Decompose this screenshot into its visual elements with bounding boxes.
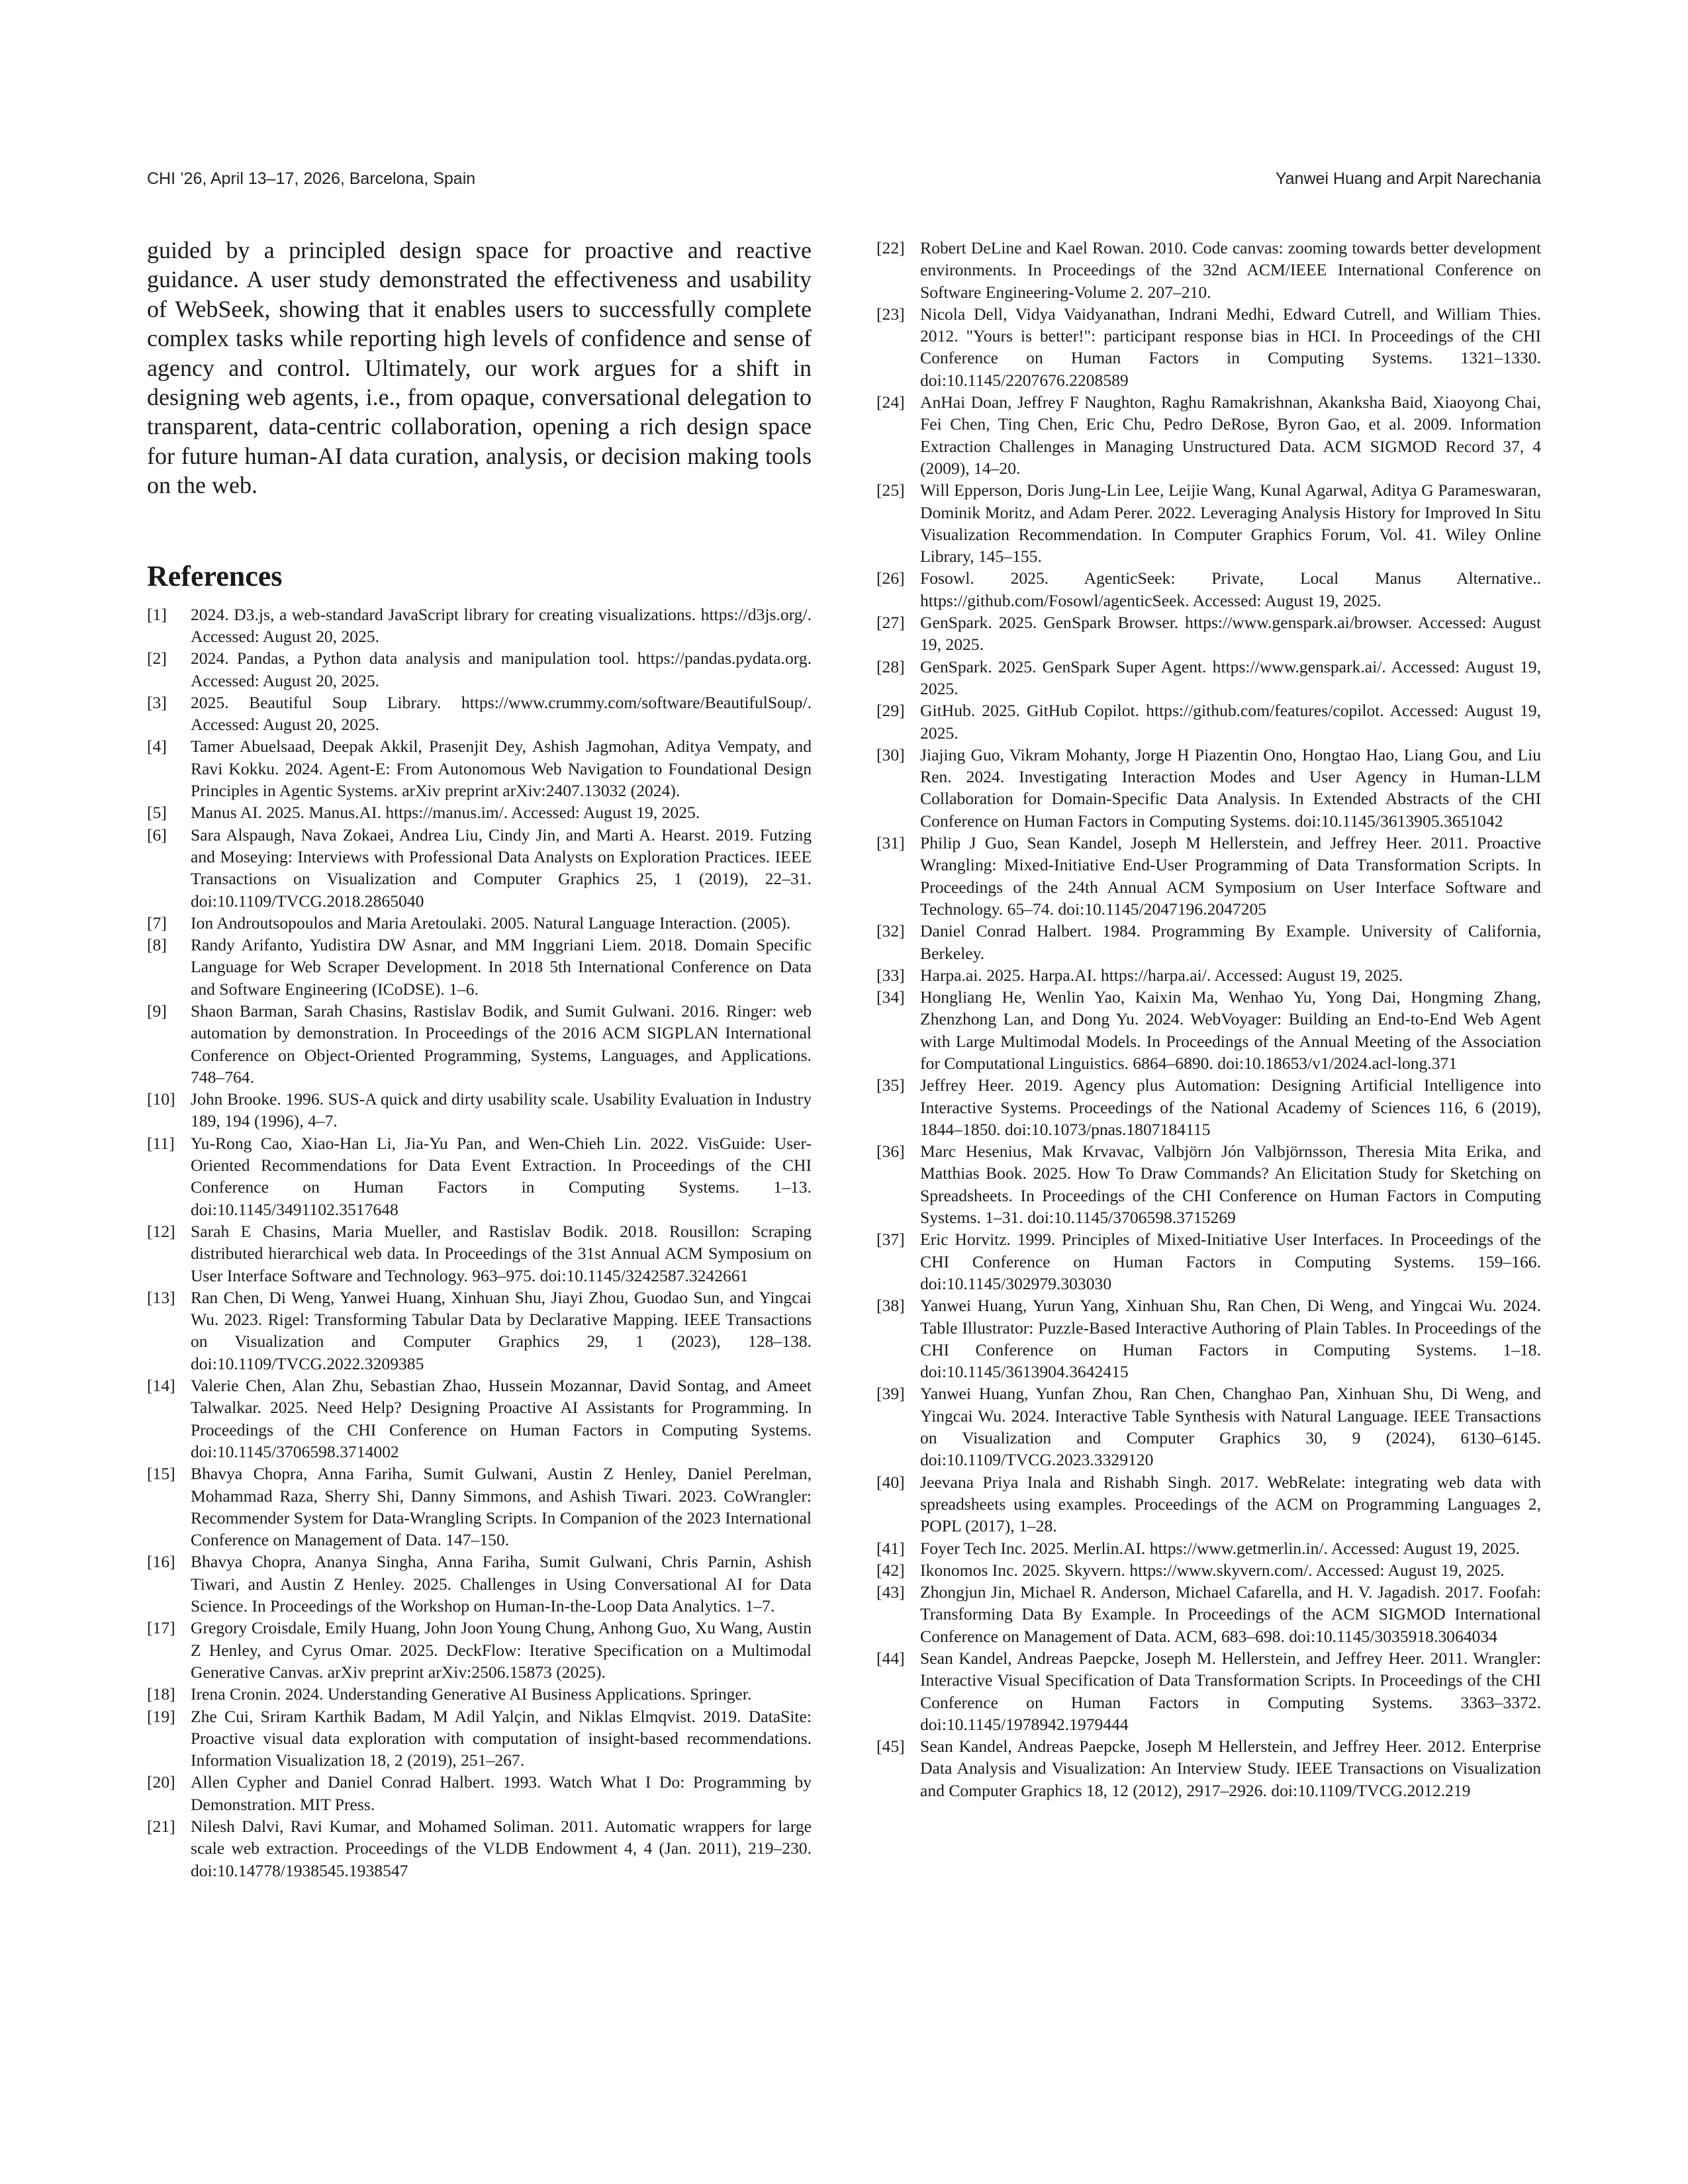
- reference-number: [19]: [147, 1706, 175, 1726]
- right-column: [876, 236, 1541, 1801]
- reference-item: [876, 656, 1541, 700]
- reference-number: [24]: [876, 392, 905, 412]
- reference-item: [147, 801, 812, 823]
- reference-text: Eric Horvitz. 1999. Principles of Mixed-Initiative User Interfaces. In Proceedings of the CHI Conference on Human Factors in Computing Systems. 159–166. doi:10.1145/302979.303030: [920, 1230, 1541, 1293]
- reference-text: Manus AI. 2025. Manus.AI. https://manus.im/. Accessed: August 19, 2025.: [191, 803, 700, 823]
- reference-item: [876, 479, 1541, 567]
- conclusion-paragraph: guided by a principled design space for proactive and reactive guidance. A user study demonstrated the effectiveness and usability of WebSeek, showing that it enables users to successfully complete complex tasks while reporting high levels of confidence and sense of agency and control. Ultimately, our work argues for a shift in designing web agents, i.e., from opaque, conversational delegation to transparent, data-centric collaboration, opening a rich design space for future human-AI data curation, analysis, or decision making tools on the web.: [147, 237, 812, 499]
- reference-text: GenSpark. 2025. GenSpark Super Agent. https://www.genspark.ai/. Accessed: August 19, 2025.: [920, 657, 1541, 698]
- reference-number: [33]: [876, 965, 905, 985]
- reference-number: [31]: [876, 833, 905, 853]
- reference-text: Jeevana Priya Inala and Rishabh Singh. 2017. WebRelate: integrating web data with spreadsheets using examples. Proceedings of the ACM on Programming Languages 2, POPL (2017), 1–28.: [920, 1472, 1541, 1536]
- reference-number: [17]: [147, 1618, 175, 1638]
- reference-text: Yanwei Huang, Yunfan Zhou, Ran Chen, Changhao Pan, Xinhuan Shu, Di Weng, and Yingcai Wu. 2024. Interactive Table Synthesis with Natural Language. IEEE Transactions on Visualization and Computer Graphics 30, 9 (2024), 6130–6145. doi:10.1109/TVCG.2023.3329120: [920, 1384, 1541, 1470]
- reference-number: [36]: [876, 1142, 905, 1161]
- reference-number: [5]: [147, 803, 167, 823]
- reference-text: 2024. Pandas, a Python data analysis and manipulation tool. https://pandas.pydata.org. Accessed: August 20, 2025.: [191, 649, 812, 690]
- reference-text: 2025. Beautiful Soup Library. https://www.crummy.com/software/BeautifulSoup/. Accessed: August 20, 2025.: [191, 692, 812, 735]
- reference-text: Hongliang He, Wenlin Yao, Kaixin Ma, Wenhao Yu, Yong Dai, Hongming Zhang, Zhenzhong Lan, and Dong Yu. 2024. WebVoyager: Building an End-to-End Web Agent with Large Multimodal Models. In Proceedings of the Annual Meeting of the Association for Computational Linguistics. 6864–6890. doi:10.18653/v1/2024.acl-long.371: [920, 987, 1541, 1073]
- reference-text: Nicola Dell, Vidya Vaidyanathan, Indrani Medhi, Edward Cutrell, and William Thies. 2012. "Yours is better!": participant response bias in HCI. In Proceedings of the CHI Conference on Human Factors in Computing Systems. 1321–1330. doi:10.1145/2207676.2208589: [920, 304, 1541, 390]
- reference-text: Marc Hesenius, Mak Krvavac, Valbjörn Jón Valbjörnsson, Theresia Mita Erika, and Matthias Book. 2025. How To Draw Commands? An Elicitation Study for Sketching on Spreadsheets. In Proceedings of the CHI Conference on Human Factors in Computing Systems. 1–31. doi:10.1145/3706598.3715269: [920, 1142, 1541, 1228]
- reference-item: [147, 1220, 812, 1287]
- reference-text: John Brooke. 1996. SUS-A quick and dirty usability scale. Usability Evaluation in Industry 189, 194 (1996), 4–7.: [191, 1089, 812, 1131]
- reference-item: [147, 647, 812, 692]
- reference-number: [26]: [876, 569, 905, 588]
- reference-item: [876, 1295, 1541, 1383]
- references-heading: References: [147, 559, 283, 592]
- reference-text: Valerie Chen, Alan Zhu, Sebastian Zhao, Hussein Mozannar, David Sontag, and Ameet Talwalkar. 2025. Need Help? Designing Proactive AI Assistants for Programming. In Proceedings of the CHI Conference on Human Factors in Computing Systems. doi:10.1145/3706598.3714002: [191, 1376, 812, 1461]
- reference-text: 2024. D3.js, a web-standard JavaScript library for creating visualizations. https://d3js.org/. Accessed: August 20, 2025.: [191, 604, 812, 646]
- reference-text: Sarah E Chasins, Maria Mueller, and Rastislav Bodik. 2018. Rousillon: Scraping distributed hierarchical web data. In Proceedings of the 31st Annual ACM Symposium on User Interface Software and Technology. 963–975. doi:10.1145/3242587.3242661: [191, 1221, 812, 1285]
- reference-item: [876, 1471, 1541, 1537]
- reference-text: Gregory Croisdale, Emily Huang, John Joon Young Chung, Anhong Guo, Xu Wang, Austin Z Henley, and Cyrus Omar. 2025. DeckFlow: Iterative Specification on a Multimodal Generative Canvas. arXiv preprint arXiv:2506.15873 (2025).: [191, 1618, 812, 1682]
- reference-number: [14]: [147, 1376, 175, 1396]
- reference-number: [13]: [147, 1287, 175, 1307]
- reference-item: [876, 700, 1541, 744]
- reference-number: [37]: [876, 1230, 905, 1250]
- reference-item: [876, 986, 1541, 1074]
- reference-number: [6]: [147, 825, 167, 844]
- header-authors: Yanwei Huang and Arpit Narechania: [1275, 169, 1541, 188]
- reference-item: [147, 1617, 812, 1683]
- reference-text: Zhe Cui, Sriram Karthik Badam, M Adil Yalçin, and Niklas Elmqvist. 2019. DataSite: Proactive visual data exploration with computation of insight-based recommendations. Information Visualization 18, 2 (2019), 251–267.: [191, 1706, 812, 1770]
- reference-number: [15]: [147, 1464, 175, 1484]
- reference-text: Philip J Guo, Sean Kandel, Joseph M Hellerstein, and Jeffrey Heer. 2011. Proactive Wrangling: Mixed-Initiative End-User Programming of Data Transformation Scripts. In Proceedings of the 24th Annual ACM Symposium on User Interface Software and Technology. 65–74. doi:10.1145/2047196.2047205: [920, 833, 1541, 919]
- reference-item: [876, 920, 1541, 964]
- reference-text: Jeffrey Heer. 2019. Agency plus Automation: Designing Artificial Intelligence into Interactive Systems. Proceedings of the National Academy of Sciences 116, 6 (2019), 1844–1850. doi:10.1073/pnas.1807184115: [920, 1075, 1541, 1139]
- reference-item: [876, 303, 1541, 391]
- reference-text: Allen Cypher and Daniel Conrad Halbert. 1993. Watch What I Do: Programming by Demonstration. MIT Press.: [191, 1772, 812, 1814]
- reference-item: [876, 1581, 1541, 1647]
- reference-item: [876, 391, 1541, 479]
- reference-text: Robert DeLine and Kael Rowan. 2010. Code canvas: zooming towards better development environments. In Proceedings of the 32nd ACM/IEEE International Conference on Software Engineering-Volume 2. 207–210.: [920, 238, 1541, 302]
- reference-item: [147, 692, 812, 736]
- reference-item: [876, 567, 1541, 612]
- reference-text: Harpa.ai. 2025. Harpa.AI. https://harpa.ai/. Accessed: August 19, 2025.: [920, 965, 1403, 985]
- reference-number: [4]: [147, 737, 167, 756]
- reference-text: Zhongjun Jin, Michael R. Anderson, Michael Cafarella, and H. V. Jagadish. 2017. Foofah: Transforming Data By Example. In Proceedings of the ACM SIGMOD International Conference on Management of Data. ACM, 683–698. doi:10.1145/3035918.3064034: [920, 1582, 1541, 1646]
- reference-text: Bhavya Chopra, Ananya Singha, Anna Fariha, Sumit Gulwani, Chris Parnin, Ashish Tiwari, and Austin Z Henley. 2025. Challenges in Using Conversational AI for Data Science. In Proceedings of the Workshop on Human-In-the-Loop Data Analytics. 1–7.: [191, 1552, 812, 1616]
- reference-text: Shaon Barman, Sarah Chasins, Rastislav Bodik, and Sumit Gulwani. 2016. Ringer: web automation by demonstration. In Proceedings of the 2016 ACM SIGPLAN International Conference on Object-Oriented Programming, Systems, Languages, and Applications. 748–764.: [191, 1001, 812, 1087]
- reference-number: [10]: [147, 1089, 175, 1109]
- reference-item: [876, 1559, 1541, 1581]
- reference-item: [147, 824, 812, 912]
- reference-text: Randy Arifanto, Yudistira DW Asnar, and MM Inggriani Liem. 2018. Domain Specific Language for Web Scraper Development. In 2018 5th International Conference on Data and Software Engineering (ICoDSE). 1–6.: [191, 935, 812, 999]
- reference-item: [147, 1551, 812, 1617]
- reference-number: [25]: [876, 480, 905, 500]
- reference-item: [876, 1735, 1541, 1801]
- reference-item: [147, 1088, 812, 1132]
- reference-item: [147, 1706, 812, 1772]
- reference-item: [147, 1132, 812, 1220]
- reference-item: [147, 604, 812, 648]
- reference-number: [11]: [147, 1133, 175, 1153]
- reference-text: AnHai Doan, Jeffrey F Naughton, Raghu Ramakrishnan, Akanksha Baid, Xiaoyong Chai, Fei Chen, Ting Chen, Eric Chu, Pedro DeRose, Byron Gao, et al. 2009. Information Extraction Challenges in Managing Unstructured Data. ACM SIGMOD Record 37, 4 (2009), 14–20.: [920, 392, 1541, 478]
- reference-text: Tamer Abuelsaad, Deepak Akkil, Prasenjit Dey, Ashish Jagmohan, Aditya Vempaty, and Ravi Kokku. 2024. Agent-E: From Autonomous Web Navigation to Foundational Design Principles in Agentic Systems. arXiv preprint arXiv:2407.13032 (2024).: [191, 737, 812, 801]
- reference-list-right: [876, 237, 1541, 1801]
- reference-item: [147, 1000, 812, 1088]
- reference-text: Bhavya Chopra, Anna Fariha, Sumit Gulwani, Austin Z Henley, Daniel Perelman, Mohammad Raza, Sherry Shi, Danny Simmons, and Ashish Tiwari. 2023. CoWrangler: Recommender System for Data-Wrangling Scripts. In Companion of the 2023 International Conference on Management of Data. 147–150.: [191, 1464, 812, 1550]
- reference-number: [39]: [876, 1384, 905, 1404]
- reference-number: [3]: [147, 692, 167, 712]
- reference-list-left: [147, 604, 812, 1882]
- left-column: [147, 236, 812, 1882]
- reference-number: [42]: [876, 1560, 905, 1580]
- reference-number: [7]: [147, 913, 167, 933]
- reference-number: [44]: [876, 1649, 905, 1668]
- reference-number: [20]: [147, 1772, 175, 1792]
- reference-number: [27]: [876, 613, 905, 633]
- reference-item: [876, 1383, 1541, 1471]
- reference-item: [876, 964, 1541, 986]
- reference-item: [876, 1537, 1541, 1559]
- reference-number: [8]: [147, 935, 167, 955]
- reference-item: [147, 934, 812, 1000]
- reference-item: [147, 1683, 812, 1705]
- reference-number: [35]: [876, 1075, 905, 1095]
- reference-number: [34]: [876, 987, 905, 1007]
- reference-number: [40]: [876, 1472, 905, 1492]
- reference-number: [23]: [876, 304, 905, 324]
- reference-text: GitHub. 2025. GitHub Copilot. https://github.com/features/copilot. Accessed: August 19, 2025.: [920, 701, 1541, 743]
- reference-text: Yu-Rong Cao, Xiao-Han Li, Jia-Yu Pan, and Wen-Chieh Lin. 2022. VisGuide: User-Oriented Recommendations for Data Event Extraction. In Proceedings of the CHI Conference on Human Factors in Computing Systems. 1–13. doi:10.1145/3491102.3517648: [191, 1133, 812, 1219]
- reference-item: [876, 1647, 1541, 1735]
- reference-number: [41]: [876, 1538, 905, 1558]
- reference-item: [147, 1463, 812, 1551]
- reference-item: [147, 735, 812, 801]
- reference-number: [16]: [147, 1552, 175, 1572]
- reference-number: [28]: [876, 657, 905, 676]
- running-header: [147, 169, 1541, 189]
- reference-number: [21]: [147, 1816, 175, 1836]
- header-venue: CHI ’26, April 13–17, 2026, Barcelona, Spain: [147, 169, 476, 188]
- reference-number: [22]: [876, 238, 905, 257]
- reference-number: [2]: [147, 649, 167, 668]
- reference-item: [147, 1771, 812, 1815]
- reference-item: [147, 1815, 812, 1882]
- reference-number: [43]: [876, 1582, 905, 1602]
- reference-item: [876, 744, 1541, 832]
- reference-number: [32]: [876, 921, 905, 941]
- reference-number: [30]: [876, 745, 905, 764]
- reference-item: [876, 612, 1541, 656]
- reference-text: Daniel Conrad Halbert. 1984. Programming By Example. University of California, Berkeley.: [920, 921, 1541, 963]
- reference-number: [29]: [876, 701, 905, 721]
- reference-item: [147, 1287, 812, 1375]
- reference-item: [876, 1228, 1541, 1295]
- reference-number: [45]: [876, 1737, 905, 1756]
- reference-item: [876, 237, 1541, 303]
- reference-text: Sara Alspaugh, Nava Zokaei, Andrea Liu, Cindy Jin, and Marti A. Hearst. 2019. Futzing and Moseying: Interviews with Professional Data Analysts on Exploration Practices. IEEE Transactions on Visualization and Computer Graphics 25, 1 (2019), 22–31. doi:10.1109/TVCG.2018.2865040: [191, 825, 812, 911]
- reference-item: [147, 1375, 812, 1463]
- reference-number: [12]: [147, 1221, 175, 1241]
- reference-text: Foyer Tech Inc. 2025. Merlin.AI. https://www.getmerlin.in/. Accessed: August 19, 2025.: [920, 1538, 1520, 1558]
- reference-text: Sean Kandel, Andreas Paepcke, Joseph M Hellerstein, and Jeffrey Heer. 2012. Enterprise Data Analysis and Visualization: An Interview Study. IEEE Transactions on Visualization and Computer Graphics 18, 12 (2012), 2917–2926. doi:10.1109/TVCG.2012.219: [920, 1737, 1541, 1800]
- reference-text: Ikonomos Inc. 2025. Skyvern. https://www.skyvern.com/. Accessed: August 19, 2025.: [920, 1560, 1505, 1580]
- reference-text: Nilesh Dalvi, Ravi Kumar, and Mohamed Soliman. 2011. Automatic wrappers for large scale web extraction. Proceedings of the VLDB Endowment 4, 4 (Jan. 2011), 219–230. doi:10.14778/1938545.1938547: [191, 1816, 812, 1880]
- reference-item: [876, 832, 1541, 920]
- reference-text: GenSpark. 2025. GenSpark Browser. https://www.genspark.ai/browser. Accessed: August 19, 2025.: [920, 613, 1541, 655]
- reference-text: Jiajing Guo, Vikram Mohanty, Jorge H Piazentin Ono, Hongtao Hao, Liang Gou, and Liu Ren. 2024. Investigating Interaction Modes and User Agency in Human-LLM Collaboration for Domain-Specific Data Analysis. In Extended Abstracts of the CHI Conference on Human Factors in Computing Systems. doi:10.1145/3613905.3651042: [920, 745, 1541, 831]
- reference-number: [18]: [147, 1684, 175, 1704]
- reference-text: Fosowl. 2025. AgenticSeek: Private, Local Manus Alternative.. https://github.com/Fosowl/agenticSeek. Accessed: August 19, 2025.: [920, 569, 1541, 610]
- reference-text: Yanwei Huang, Yurun Yang, Xinhuan Shu, Ran Chen, Di Weng, and Yingcai Wu. 2024. Table Illustrator: Puzzle-Based Interactive Authoring of Plain Tables. In Proceedings of the CHI Conference on Human Factors in Computing Systems. 1–18. doi:10.1145/3613904.3642415: [920, 1296, 1541, 1382]
- reference-text: Sean Kandel, Andreas Paepcke, Joseph M. Hellerstein, and Jeffrey Heer. 2011. Wrangler: Interactive Visual Specification of Data Transformation Scripts. In Proceedings of the CHI Conference on Human Factors in Computing Systems. 3363–3372. doi:10.1145/1978942.1979444: [920, 1649, 1541, 1734]
- reference-item: [147, 912, 812, 934]
- reference-text: Will Epperson, Doris Jung-Lin Lee, Leijie Wang, Kunal Agarwal, Aditya G Parameswaran, Dominik Moritz, and Adam Perer. 2022. Leveraging Analysis History for Improved In Situ Visualization Recommendation. In Computer Graphics Forum, Vol. 41. Wiley Online Library, 145–155.: [920, 480, 1541, 567]
- reference-text: Ran Chen, Di Weng, Yanwei Huang, Xinhuan Shu, Jiayi Zhou, Guodao Sun, and Yingcai Wu. 2023. Rigel: Transforming Tabular Data by Declarative Mapping. IEEE Transactions on Visualization and Computer Graphics 29, 1 (2023), 128–138. doi:10.1109/TVCG.2022.3209385: [191, 1287, 812, 1373]
- reference-number: [38]: [876, 1296, 905, 1316]
- reference-number: [1]: [147, 604, 167, 624]
- reference-item: [876, 1074, 1541, 1140]
- reference-text: Irena Cronin. 2024. Understanding Generative AI Business Applications. Springer.: [191, 1684, 752, 1704]
- reference-text: Ion Androutsopoulos and Maria Aretoulaki. 2005. Natural Language Interaction. (2005).: [191, 913, 791, 933]
- reference-item: [876, 1140, 1541, 1228]
- reference-number: [9]: [147, 1001, 167, 1021]
